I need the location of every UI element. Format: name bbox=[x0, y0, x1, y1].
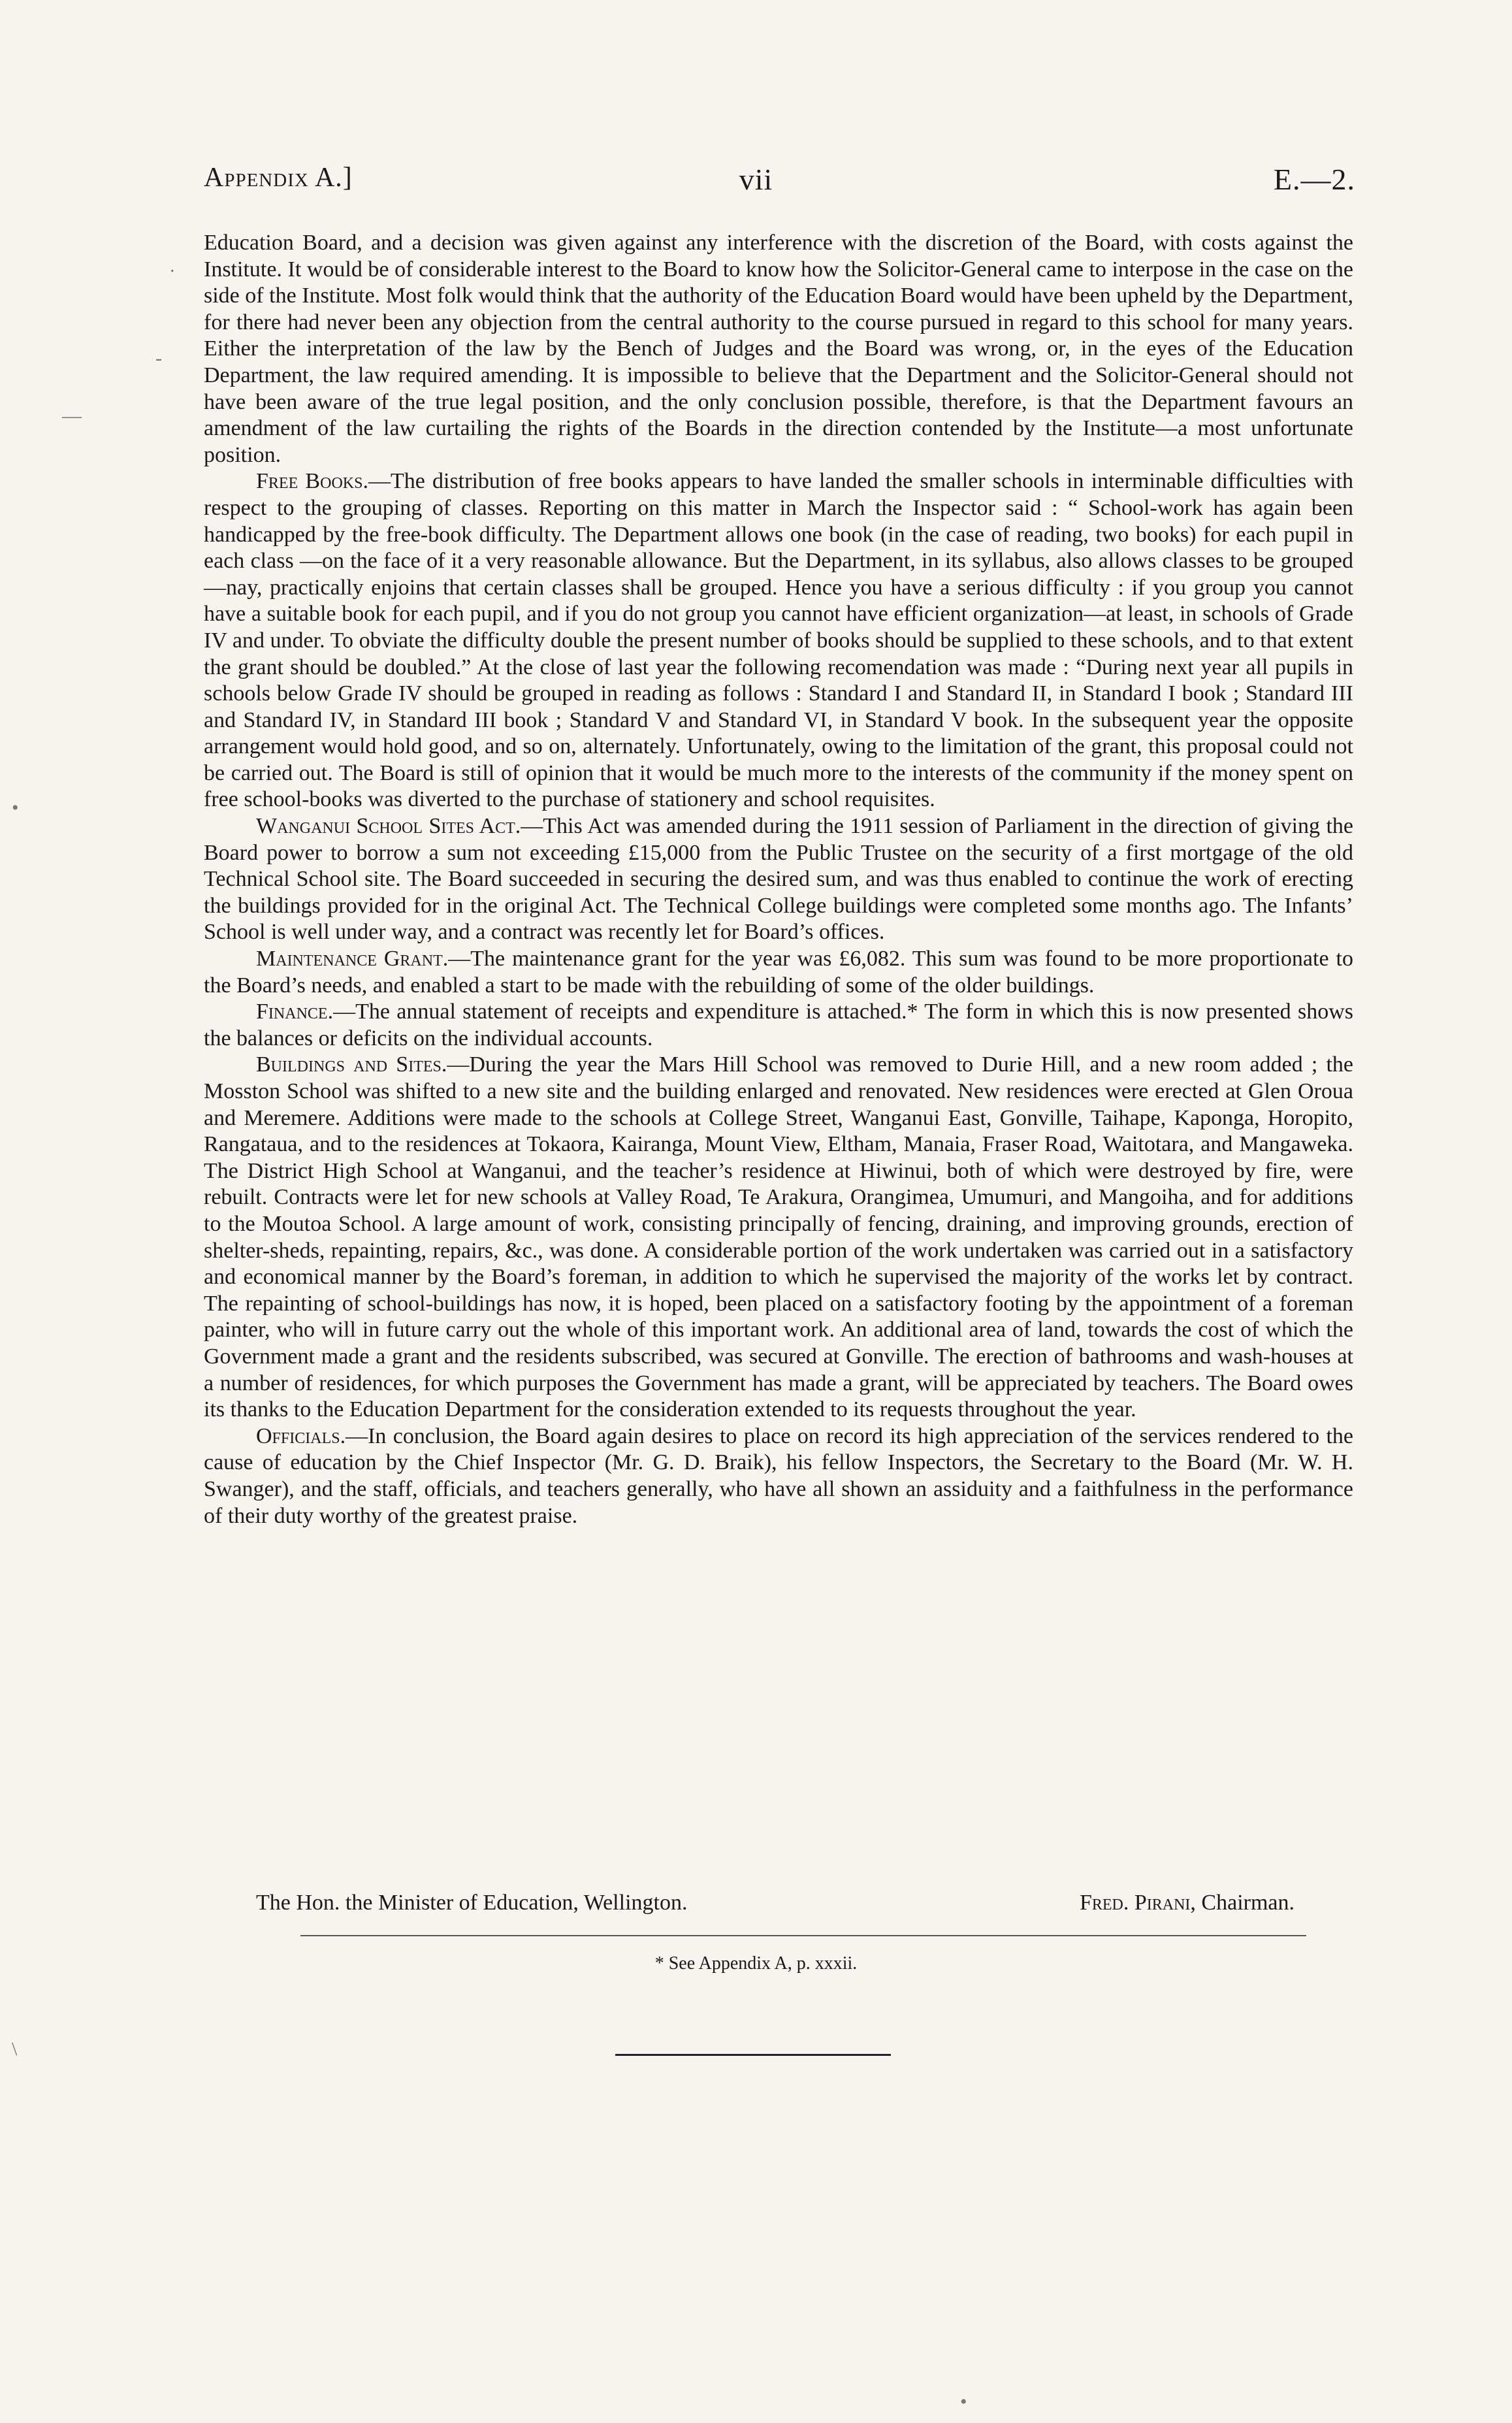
section-heading: Finance. bbox=[256, 1000, 334, 1024]
margin-speck: • bbox=[960, 2391, 967, 2413]
paragraph-text: —The annual statement of receipts and expenditure is attached.* The form in which this is now presented shows the balances or deficits on the individual accounts. bbox=[204, 1000, 1353, 1050]
footnote: * See Appendix A, p. xxxii. bbox=[654, 1953, 858, 1974]
paragraph-text: —This Act was amended during the 1911 session of Parliament in the direction of giving the Board power to borrow a sum not exceeding £15,000 from the Public Trustee on the security of a first mortgage of the old Technical School site. The Board succeeded in securing the desired sum, and was thus enabled to continue the work of erecting the buildings provided for in the original Act. The Technical College buildings were completed some months ago. The Infants’ School is well under way, and a contract was recently let for Board’s offices. bbox=[204, 814, 1353, 945]
addressee: The Hon. the Minister of Education, Wellington. bbox=[256, 1891, 688, 1915]
margin-speck: • bbox=[12, 797, 19, 819]
paragraph-text: —In conclusion, the Board again desires to place on record its high appreciation of the services rendered to the cause of education by the Chief Inspector (Mr. G. D. Braik), his fellow Inspectors, the Secretary to the Board (Mr. W. H. Swanger), and the staff, officials, and teachers generally, who have all shown an assiduity and a faithfulness in the performance of their duty worthy of the greatest praise. bbox=[204, 1423, 1353, 1528]
section-heading: Officials. bbox=[256, 1423, 346, 1448]
paragraph-buildings-and-sites bbox=[204, 1052, 1353, 1423]
margin-speck: — bbox=[62, 405, 82, 427]
margin-speck: \ bbox=[12, 2038, 18, 2060]
paragraph-maintenance-grant bbox=[204, 946, 1353, 999]
paragraph-text: Education Board, and a decision was given against any interference with the discretion of the Board, with costs against the Institute. It would be of considerable interest to the Board to know how the Solicitor-General came to interpose in the case on the side of the Institute. Most folk would think that the authority of the Education Board would have been upheld by the Department, for there had never been any objection from the central authority to the course pursued in regard to this school for many years. Either the interpretation of the law by the Bench of Judges and the Board was wrong, or, in the eyes of the Education Department, the law required amending. It is impossible to believe that the Department and the Solicitor-General should not have been aware of the true legal position, and the only conclusion possible, therefore, is that the Department favours an amendment of the law curtailing the rights of the Boards in the direction contended by the Institute—a most unfortunate position. bbox=[204, 231, 1353, 467]
paragraph-continuation bbox=[204, 230, 1353, 468]
report-body bbox=[204, 230, 1353, 1529]
section-heading: Wanganui School Sites Act. bbox=[256, 814, 521, 839]
section-heading: Maintenance Grant. bbox=[256, 947, 449, 971]
paragraph-finance bbox=[204, 999, 1353, 1052]
page-number: vii bbox=[739, 163, 773, 196]
paragraph-text: —The distribution of free books appears to have landed the smaller schools in interminable difficulties with respect to the grouping of classes. Reporting on this matter in March the Inspector said : “ School-work has again been handicapped by the free-book difficulty. The Department allows one book (in the case of reading, two books) for each pupil in each class —on the face of it a very reasonable allowance. But the Department, in its syllabus, also allows classes to be grouped—nay, practically enjoins that certain classes shall be grouped. Hence you have a serious difficulty : if you group you cannot have a suitable book for each pupil, and if you do not group you cannot have efficient organization—at least, in schools of Grade IV and under. To obviate the difficulty double the present number of books should be supplied to these schools, and to that extent the grant should be doubled.” At the close of last year the following recomendation was made : “During next year all pupils in schools below Grade IV should be grouped in reading as follows : Standard I and Standard II, in Standard I book ; Standard III and Standard IV, in Standard III book ; Standard V and Standard VI, in Standard V book. In the subsequent year the opposite arrangement would hold good, and so on, alternately. Unfortunately, owing to the limitation of the grant, this proposal could not be carried out. The Board is still of opinion that it would be much more to the interests of the community if the money spent on free school-books was diverted to the purchase of stationery and school requisites. bbox=[204, 469, 1353, 812]
margin-speck: - bbox=[155, 348, 162, 369]
signatory-name: Fred. Pirani, bbox=[1079, 1891, 1196, 1915]
margin-speck: . bbox=[170, 255, 175, 276]
paragraph-text: —During the year the Mars Hill School was removed to Durie Hill, and a new room added ; the Mosston School was shifted to a new site and the building enlarged and renovated. New residences were erected at Glen Oroua and Meremere. Additions were made to the schools at College Street, Wanganui East, Gonville, Taihape, Kaponga, Horopito, Rangataua, and to the residences at Tokaora, Kairanga, Mount View, Eltham, Manaia, Fraser Road, Waitotara, and Mangaweka. The District High School at Wanganui, and the teacher’s residence at Hiwinui, both of which were destroyed by fire, were rebuilt. Contracts were let for new schools at Valley Road, Te Arakura, Orangimea, Umumuri, and Mangoiha, and for additions to the Moutoa School. A large amount of work, consisting principally of fencing, draining, and improving grounds, erection of shelter-sheds, repainting, repairs, &c., was done. A considerable portion of the work undertaken was carried out in a satisfactory and economical manner by the Board’s foreman, in addition to which he supervised the majority of the works let by contract. The repainting of school-buildings has now, it is hoped, been placed on a satisfactory footing by the appointment of a foreman painter, who will in future carry out the whole of this important work. An additional area of land, towards the cost of which the Government made a grant and the residents subscribed, was secured at Gonville. The erection of bathrooms and wash-houses at a number of residences, for which purposes the Government has made a grant, will be appreciated by teachers. The Board owes its thanks to the Education Department for the consideration extended to its requests throughout the year. bbox=[204, 1052, 1353, 1422]
section-heading: Buildings and Sites. bbox=[256, 1052, 447, 1077]
signatory bbox=[1080, 1890, 1295, 1916]
section-heading: Free Books. bbox=[256, 469, 368, 494]
signatory-title: Chairman. bbox=[1201, 1891, 1295, 1915]
signature-line bbox=[256, 1890, 1295, 1916]
end-rule bbox=[615, 2054, 891, 2056]
paragraph-school-sites-act bbox=[204, 813, 1353, 946]
footnote-rule bbox=[300, 1935, 1306, 1936]
paragraph-officials bbox=[204, 1423, 1353, 1529]
paragraph-text: —The maintenance grant for the year was £6,082. This sum was found to be more proportionate to the Board’s needs, and enabled a start to be made with the rebuilding of some of the older buildings. bbox=[204, 947, 1353, 998]
running-head-right: E.—2. bbox=[1273, 163, 1355, 196]
paragraph-free-books bbox=[204, 468, 1353, 813]
running-head-left: Appendix A.] bbox=[204, 163, 353, 193]
